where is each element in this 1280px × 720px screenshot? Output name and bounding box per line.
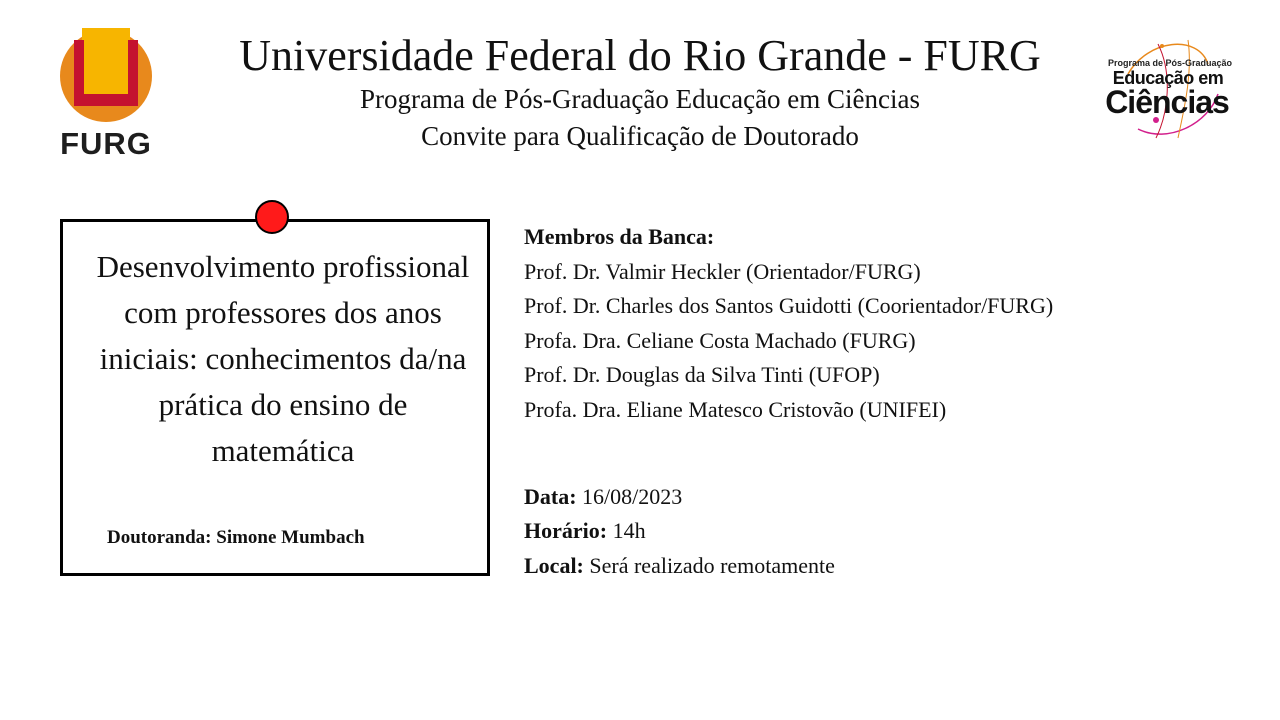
date-value: 16/08/2023 bbox=[582, 483, 683, 509]
header bbox=[190, 30, 1090, 155]
ppg-logo-line2: Educação em bbox=[1112, 68, 1224, 88]
furg-logo-text: FURG bbox=[60, 126, 152, 161]
committee-member: Prof. Dr. Douglas da Silva Tinti (UFOP) bbox=[524, 362, 880, 388]
date-row bbox=[524, 480, 1053, 515]
committee-heading: Membros da Banca: bbox=[524, 224, 715, 249]
time-label: Horário: bbox=[524, 518, 608, 544]
committee-member: Profa. Dra. Eliane Matesco Cristovão (UNIFEI) bbox=[524, 396, 947, 422]
location-label: Local: bbox=[524, 552, 584, 578]
committee-member: Prof. Dr. Valmir Heckler (Orientador/FURG) bbox=[524, 258, 921, 284]
university-title: Universidade Federal do Rio Grande - FURG bbox=[239, 31, 1041, 80]
furg-emblem-icon bbox=[52, 28, 160, 128]
date-label: Data: bbox=[524, 483, 577, 509]
invitation-title: Convite para Qualificação de Doutorado bbox=[421, 121, 859, 151]
time-value: 14h bbox=[612, 518, 646, 544]
time-row bbox=[524, 514, 1053, 549]
committee-member: Profa. Dra. Celiane Costa Machado (FURG) bbox=[524, 327, 916, 353]
ppg-logo bbox=[1098, 34, 1233, 142]
location-value: Será realizado remotamente bbox=[589, 552, 835, 578]
committee-member: Prof. Dr. Charles dos Santos Guidotti (Coorientador/FURG) bbox=[524, 293, 1054, 319]
thesis-author: Doutoranda: Simone Mumbach bbox=[107, 527, 365, 548]
thesis-title: Desenvolvimento profissional com professores dos anos iniciais: conhecimentos da/na prática do ensino de matemática bbox=[96, 249, 470, 468]
pin-icon bbox=[255, 200, 289, 234]
ppg-logo-line3: Ciências bbox=[1105, 84, 1229, 120]
program-name: Programa de Pós-Graduação Educação em Ciências bbox=[359, 84, 921, 114]
event-info bbox=[524, 220, 1053, 583]
ppg-logo-line1: Programa de Pós-Graduação bbox=[1108, 58, 1233, 68]
thesis-card bbox=[60, 219, 490, 576]
location-row bbox=[524, 549, 1053, 584]
furg-logo bbox=[52, 28, 160, 163]
